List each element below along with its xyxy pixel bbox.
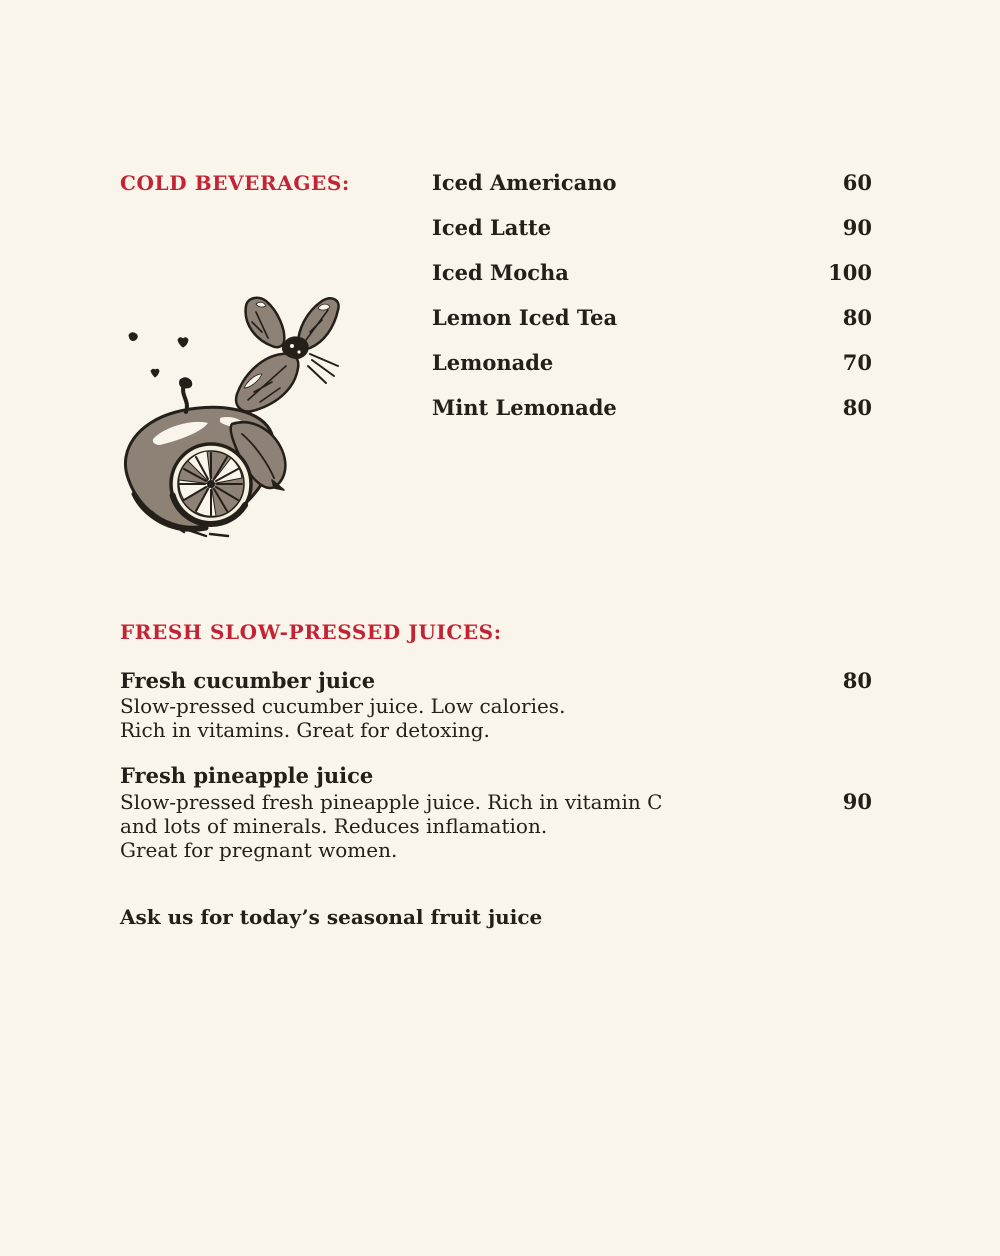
menu-item-row [432,340,872,385]
item-price: 70 [842,350,872,375]
juice-description-line: and lots of minerals. Reduces inflamation. [120,814,548,838]
item-price: 90 [842,215,872,240]
menu-item-row [432,385,872,430]
item-name: Mint Lemonade [432,395,617,420]
fresh-juices-heading: FRESH SLOW-PRESSED JUICES: [120,620,502,644]
menu-item-row [432,250,872,295]
seasonal-juice-note: Ask us for today’s seasonal fruit juice [120,905,543,929]
juice-desc-price-row [120,789,872,814]
lemon-mint-illustration [110,288,350,548]
juice-description-line: Rich in vitamins. Great for detoxing. [120,718,490,742]
juice-name: Fresh pineapple juice [120,763,374,788]
juice-title-row [120,667,872,694]
item-name: Iced Mocha [432,260,569,285]
item-name: Iced Latte [432,215,552,240]
juice-name: Fresh cucumber juice [120,668,376,693]
item-price: 80 [842,395,872,420]
cold-beverages-heading: COLD BEVERAGES: [120,171,350,195]
juice-title-row [120,762,872,789]
item-name: Iced Americano [432,170,617,195]
menu-item-row [432,205,872,250]
cold-beverages-list [432,160,872,430]
item-price: 100 [828,260,872,285]
menu-item-row [432,160,872,205]
item-price: 60 [842,170,872,195]
juice-price: 80 [842,668,872,693]
juice-item-pineapple [120,762,872,862]
juice-description-line: Slow-pressed cucumber juice. Low calories. [120,694,566,718]
juice-description-line: Slow-pressed fresh pineapple juice. Rich in vitamin C [120,790,663,814]
juice-price: 90 [842,789,872,814]
item-name: Lemon Iced Tea [432,305,618,330]
item-name: Lemonade [432,350,554,375]
menu-item-row [432,295,872,340]
item-price: 80 [842,305,872,330]
juice-description-line: Great for pregnant women. [120,838,398,862]
juice-item-cucumber [120,667,872,742]
